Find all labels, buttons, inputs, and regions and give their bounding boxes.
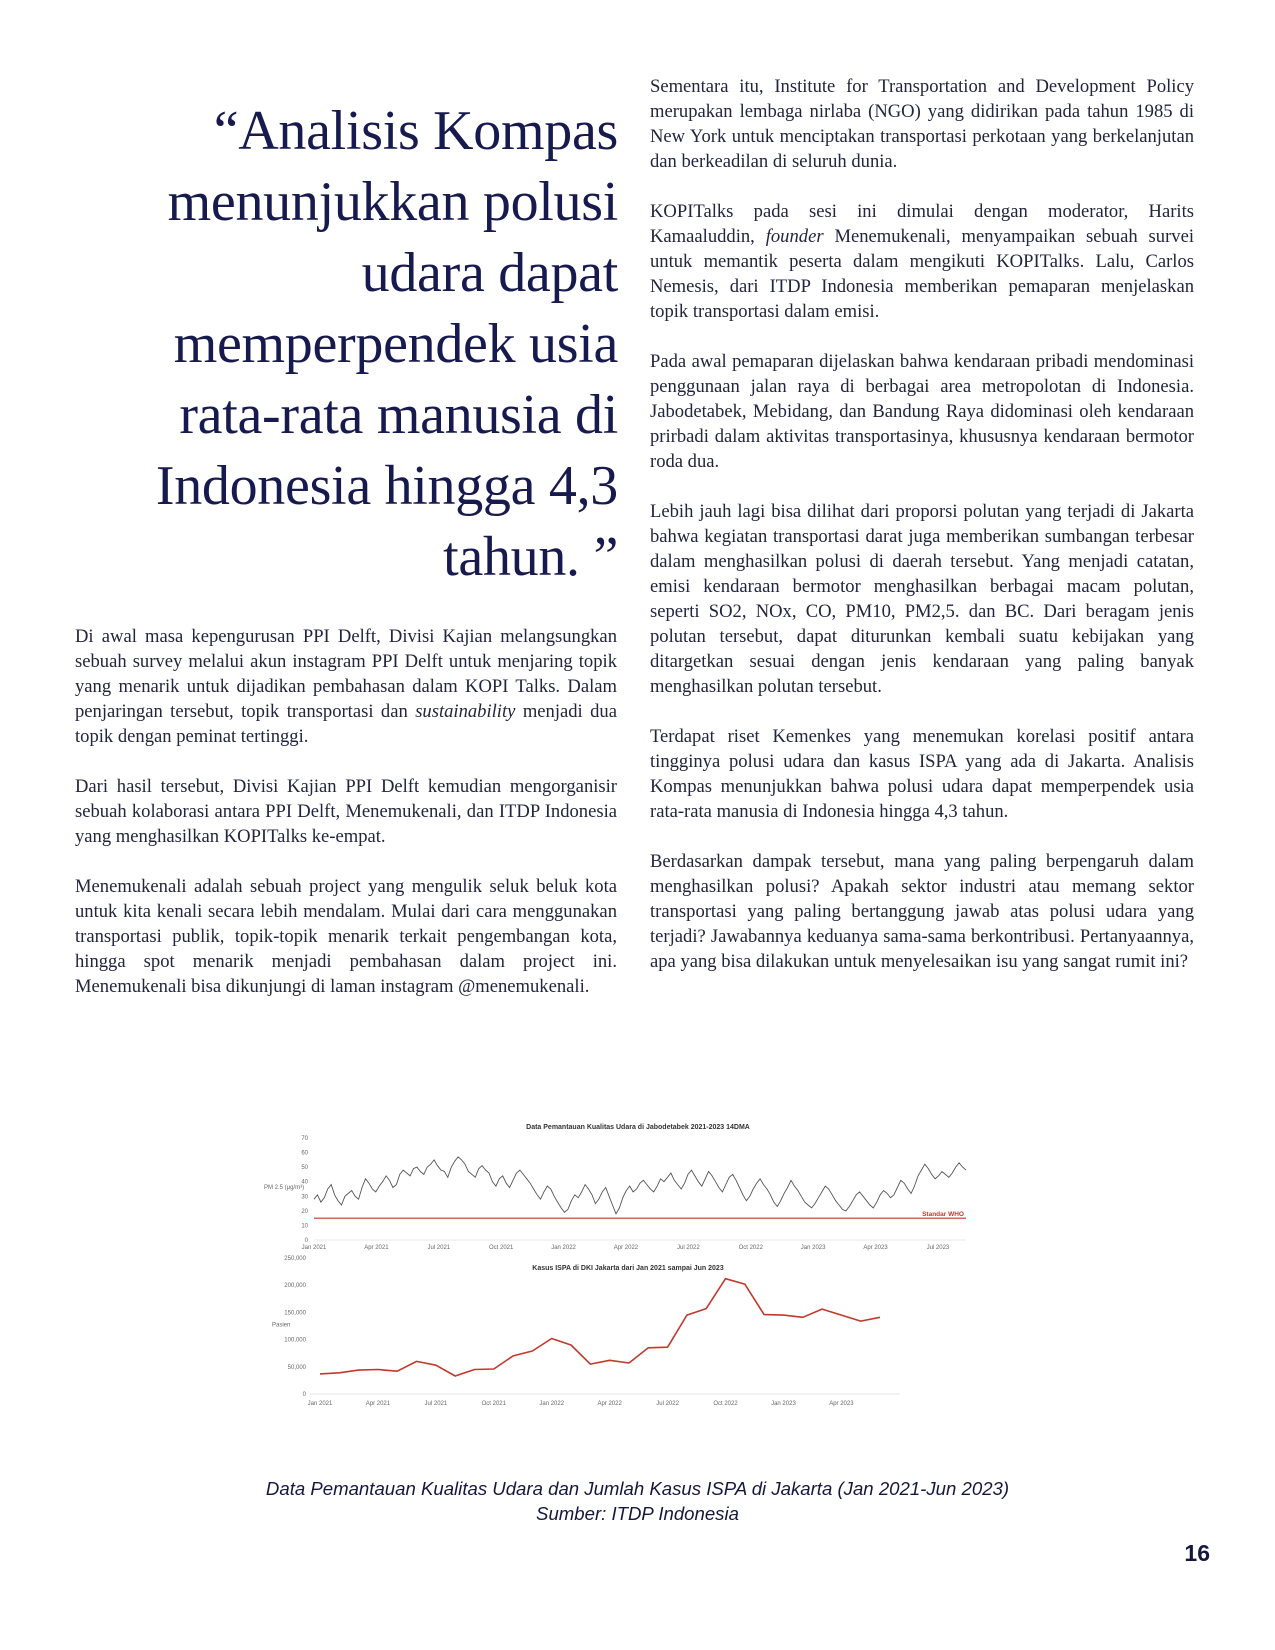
pm25-x-tick: Jul 2022 <box>677 1245 700 1251</box>
figure-caption: Data Pemantauan Kualitas Udara dan Jumlah Kasus ISPA di Jakarta (Jan 2021-Jun 2023) <box>265 1478 1010 1499</box>
right-text-column <box>650 74 1194 999</box>
pm25-y-label: PM 2.5 (μg/m³) <box>263 1185 305 1191</box>
charts-svg <box>263 1122 1008 1462</box>
paragraph-kopitalks-text-a: KOPITalks pada sesi ini dimulai dengan moderator, Harits Kamaaluddin, <box>650 201 1194 247</box>
paragraph-menemukenali: Menemukenali adalah sebuah project yang mengulik seluk beluk kota untuk kita kenali secara lebih mendalam. Mulai dari cara menggunakan transportasi publik, topik-topik menarik terkait pengembangan kota, hingga spot menarik menjadi pembahasan dalam project ini. Menemukenali bisa dikunjungi di laman instagram @menemukenali. <box>75 876 617 997</box>
pm25-series-line <box>314 1157 966 1214</box>
pull-quote: “Analisis Kompas menunjukkan polusi udara dapat memperpendek usia rata-rata manusia di Indonesia hingga 4,3 tahun. ” <box>155 100 618 588</box>
paragraph-kemenkes-research: Terdapat riset Kemenkes yang menemukan korelasi positif antara tingginya polusi udara dan kasus ISPA yang ada di Jakarta. Analisis Kompas menunjukkan bahwa polusi udara dapat memperpendek usia rata-rata manusia di Indonesia hingga 4,3 tahun. <box>650 726 1194 822</box>
ispa-y-tick: 250,000 <box>284 1256 306 1262</box>
pm25-y-tick: 50 <box>301 1165 308 1172</box>
ispa-x-tick: Apr 2022 <box>597 1401 622 1407</box>
ispa-x-tick: Apr 2023 <box>829 1401 854 1407</box>
ispa-chart-title: Kasus ISPA di DKI Jakarta dari Jan 2021 sampai Jun 2023 <box>532 1265 724 1272</box>
ispa-x-tick: Jan 2022 <box>539 1401 565 1407</box>
pm25-chart <box>264 1124 966 1251</box>
paragraph-itdp: Sementara itu, Institute for Transportation and Development Policy merupakan lembaga nirlaba (NGO) yang didirikan pada tahun 1985 di New York untuk menciptakan transportasi perkotaan yang berkelanjutan dan berkeadilan di seluruh dunia. <box>650 76 1194 172</box>
pm25-y-tick: 10 <box>301 1223 308 1230</box>
page-number: 16 <box>1184 1540 1210 1566</box>
paragraph-pollutants: Lebih jauh lagi bisa dilihat dari proporsi polutan yang terjadi di Jakarta bahwa kegiatan transportasi darat juga memberikan sumbangan terbesar dalam menghasilkan polusi di daerah tersebut. Yang menjadi catatan, emisi kendaraan bermotor menghasilkan berbagai macam polutan, seperti SO2, NOx, CO, PM10, PM2,5. dan BC. Dari beragam jenis polutan tersebut, dapat diturunkan kembali suatu kebijakan yang ditargetkan sesuai dengan jenis kendaraan yang paling banyak menghasilkan polutan tersebut. <box>650 501 1194 697</box>
pm25-x-tick: Oct 2022 <box>738 1245 763 1251</box>
pm25-x-tick: Jul 2021 <box>427 1245 451 1251</box>
ispa-x-tick: Jul 2021 <box>424 1401 448 1407</box>
left-text-column <box>75 624 617 1024</box>
ispa-y-tick: 200,000 <box>284 1283 306 1290</box>
figure-source: Sumber: ITDP Indonesia <box>536 1503 739 1524</box>
pm25-x-tick: Jan 2021 <box>301 1245 327 1251</box>
sustainability-emphasis: sustainability <box>415 701 516 722</box>
pm25-x-tick: Jan 2023 <box>800 1245 826 1251</box>
pm25-y-tick: 20 <box>301 1208 308 1215</box>
paragraph-kopitalks-text-b: Menemukenali, menyampaikan sebuah survei untuk memantik peserta dalam mengikuti KOPITalks. Lalu, Carlos Nemesis, dari ITDP Indonesia memberikan pemaparan menjelaskan topik transportasi dalam emisi. <box>650 226 1194 322</box>
paragraph-survey-text-b: menjadi dua topik dengan peminat tertinggi. <box>75 701 617 747</box>
ispa-series-line <box>320 1279 880 1376</box>
pm25-y-tick: 70 <box>301 1136 308 1142</box>
ispa-x-tick: Jan 2023 <box>771 1401 796 1407</box>
pm25-x-tick: Apr 2021 <box>364 1245 389 1251</box>
pm25-x-tick: Apr 2023 <box>863 1245 888 1251</box>
ispa-y-label: Pasien <box>272 1322 291 1329</box>
founder-emphasis: founder <box>765 226 824 247</box>
ispa-x-tick: Oct 2022 <box>713 1401 738 1407</box>
ispa-x-tick: Oct 2021 <box>481 1401 506 1407</box>
paragraph-survey <box>75 624 617 749</box>
ispa-y-tick: 150,000 <box>284 1310 306 1317</box>
ispa-y-tick: 0 <box>302 1392 306 1398</box>
pm25-y-tick: 60 <box>301 1150 308 1157</box>
pm25-y-tick: 30 <box>301 1194 308 1201</box>
pm25-y-tick: 40 <box>301 1179 308 1186</box>
paragraph-kopitalks-session <box>650 199 1194 324</box>
ispa-x-tick: Jul 2022 <box>656 1401 679 1407</box>
ispa-x-tick: Apr 2021 <box>365 1401 391 1407</box>
pm25-y-tick: 0 <box>304 1238 308 1244</box>
ispa-chart <box>272 1256 900 1407</box>
pm25-x-tick: Jan 2022 <box>551 1245 576 1251</box>
pm25-x-tick: Apr 2022 <box>613 1245 639 1251</box>
ispa-y-tick: 100,000 <box>284 1337 306 1344</box>
pm25-x-tick: Oct 2021 <box>488 1245 514 1251</box>
paragraph-private-vehicles: Pada awal pemaparan dijelaskan bahwa kendaraan pribadi mendominasi penggunaan jalan raya di berbagai area metropolotan di Indonesia. Jabodetabek, Mebidang, dan Bandung Raya didominasi oleh kendaraan prirbadi dalam aktivitas transportasinya, khususnya kendaraan bermotor roda dua. <box>650 351 1194 472</box>
ispa-x-tick: Jan 2021 <box>307 1401 333 1407</box>
paragraph-survey-text-a: Di awal masa kepengurusan PPI Delft, Divisi Kajian melangsungkan sebuah survey melalui akun instagram PPI Delft untuk menjaring topik yang menarik untuk dijadikan pembahasan dalam KOPI Talks. Dalam penjaringan tersebut, topik transportasi dan <box>75 626 617 722</box>
pm25-x-tick: Jul 2023 <box>926 1245 950 1251</box>
paragraph-collaboration: Dari hasil tersebut, Divisi Kajian PPI Delft kemudian mengorganisir sebuah kolaborasi antara PPI Delft, Menemukenali, dan ITDP Indonesia yang menghasilkan KOPITalks ke-empat. <box>75 776 617 847</box>
ispa-y-tick: 50,000 <box>287 1364 306 1371</box>
paragraph-question: Berdasarkan dampak tersebut, mana yang paling berpengaruh dalam menghasilkan polusi? Apakah sektor industri atau memang sektor transportasi yang paling bertanggung jawab atas polusi udara yang terjadi? Jawabannya keduanya sama-sama berkontribusi. Pertanyaannya, apa yang bisa dilakukan untuk menyelesaikan isu yang sangat rumit ini? <box>650 851 1194 972</box>
chart-figure <box>263 1122 1008 1462</box>
who-standard-label: Standar WHO <box>922 1211 964 1219</box>
pm25-chart-title: Data Pemantauan Kualitas Udara di Jabodetabek 2021-2023 14DMA <box>526 1124 750 1131</box>
